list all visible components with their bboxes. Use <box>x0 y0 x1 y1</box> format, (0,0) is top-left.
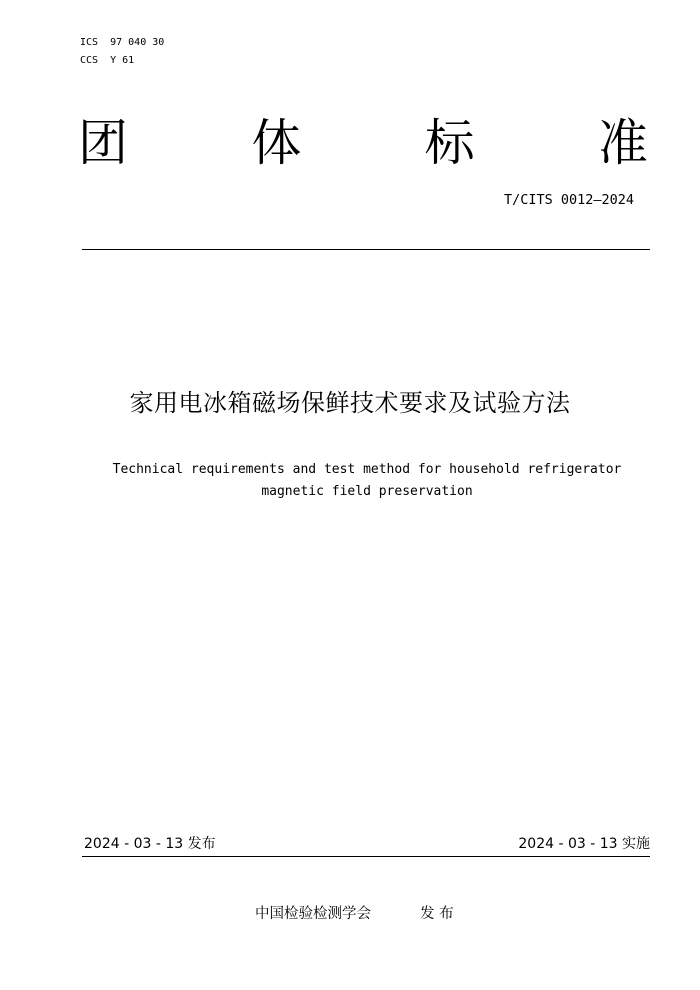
title-char: 准 <box>597 114 648 172</box>
standard-title-english <box>50 459 684 503</box>
publish-label: 发 布 <box>420 906 454 922</box>
title-char: 标 <box>424 114 475 172</box>
publish-date: 2024 - 03 - 13 发布 <box>84 836 216 852</box>
ccs-code: CCS Y 61 <box>80 55 135 66</box>
english-title-line-1: Technical requirements and test method for household refrigerator <box>112 462 622 477</box>
title-char: 体 <box>251 114 302 172</box>
standard-number: T/CITS 0012—2024 <box>503 192 634 208</box>
top-divider <box>82 249 650 250</box>
document-type-title <box>78 112 648 174</box>
english-title-line-2: magnetic field preservation <box>261 484 473 499</box>
implementation-date: 2024 - 03 - 13 实施 <box>518 836 650 852</box>
ics-code: ICS 97 040 30 <box>80 37 165 48</box>
title-char: 团 <box>78 114 128 172</box>
standard-title-chinese: 家用电冰箱磁场保鲜技术要求及试验方法 <box>129 389 571 417</box>
bottom-divider <box>82 856 650 857</box>
publisher-name: 中国检验检测学会 <box>255 906 371 922</box>
